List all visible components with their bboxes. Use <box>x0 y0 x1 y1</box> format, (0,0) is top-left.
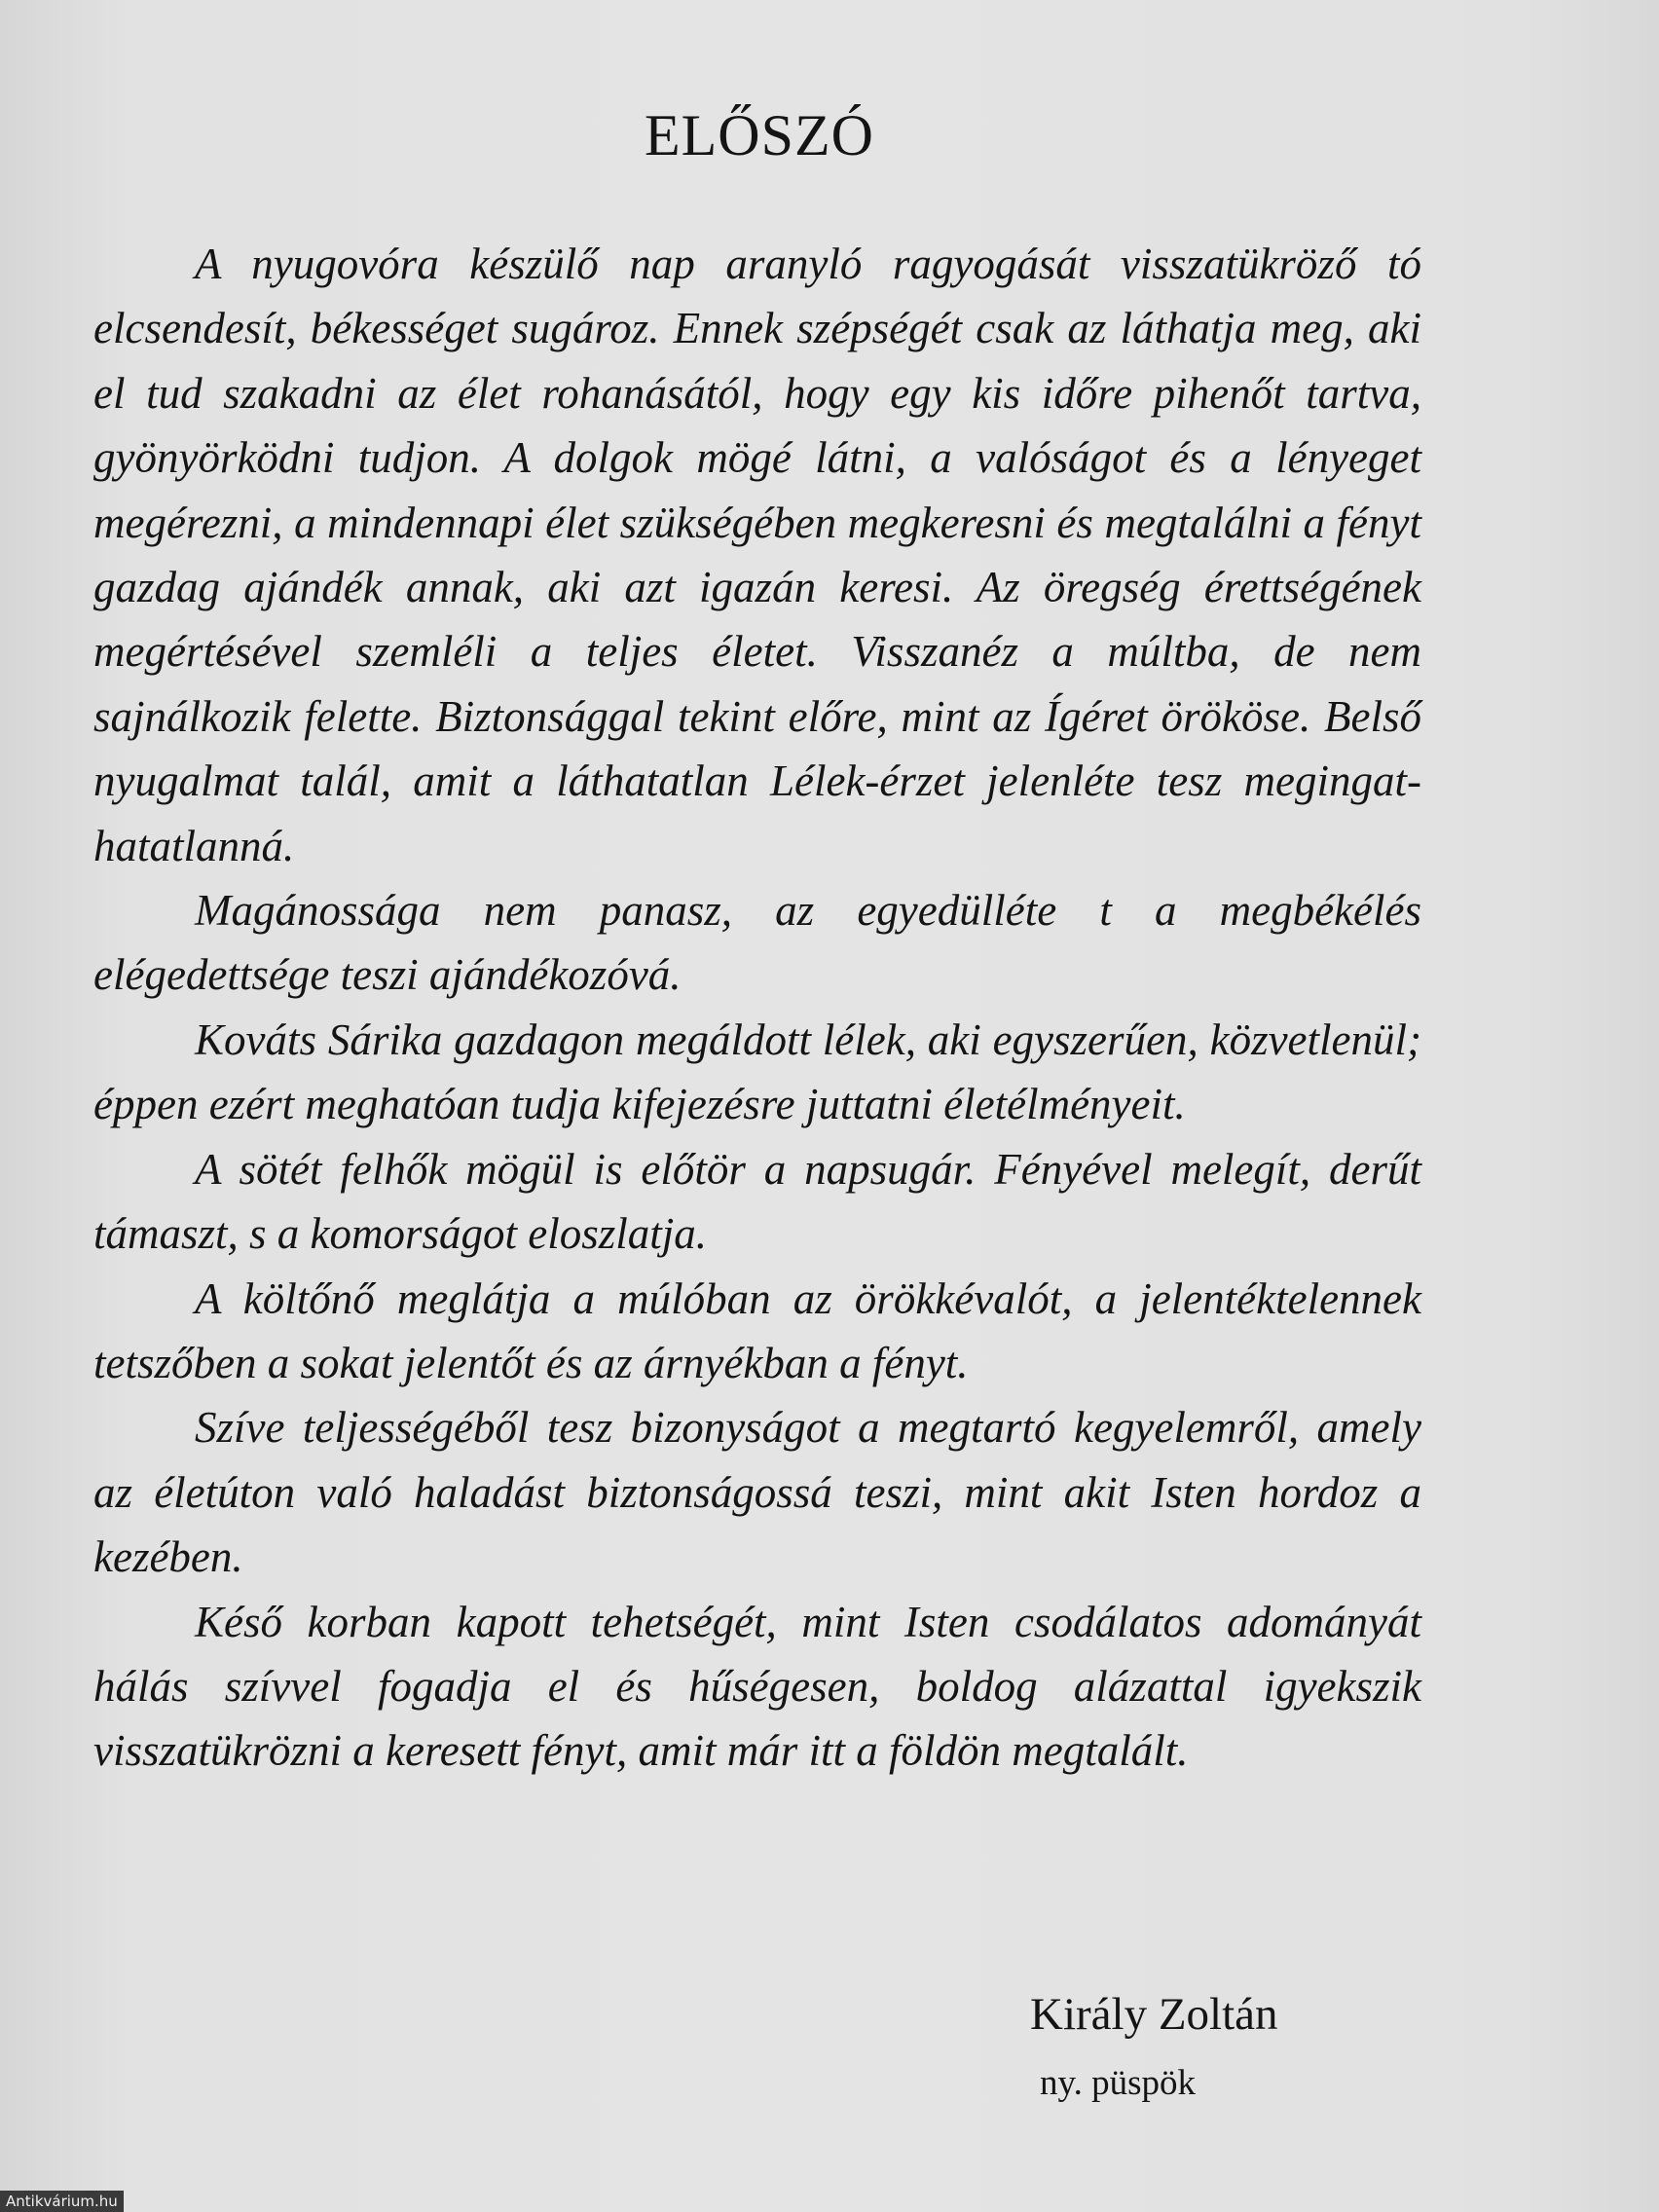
paragraph-4: A sötét felhők mögül is előtör a napsugár. Fényével melegít, derűt támaszt, s a komorságot eloszlatja. <box>93 1144 1421 1259</box>
signature-role: ny. püspök <box>1040 2063 1196 2103</box>
signature-name: Király Zoltán <box>1030 1989 1278 2040</box>
paragraph-1: A nyugovóra készülő nap aranyló ragyogását visszatükröző tó elcsendesít, békességet sugároz. Ennek szépségét csak az láthatja meg, aki el tud szakadni az élet rohanásától, hogy egy kis időre pihenőt tartva, gyönyörködni tudjon. A dolgok mögé látni, a valóságot és a lényeget megérezni, a mindennapi élet szükségében megkeresni és megtalálni a fényt gazdag ajándék annak, aki azt igazán keresi. Az öregség érettségének megértésével szemléli a teljes életet. Visszanéz a múltba, de nem sajnálkozik felette. Biztonsággal tekint előre, mint az Ígéret örököse. Belső nyugalmat talál, amit a láthatatlan Lélek-érzet jelenléte tesz megingathatatlanná. <box>93 240 1421 870</box>
watermark: Antikvárium.hu <box>0 2191 124 2212</box>
paragraph-7: Késő korban kapott tehetségét, mint Isten csodálatos adományát hálás szívvel fogadja el és hűségesen, boldog alázattal igyekszik visszatükrözni a keresett fényt, amit már itt a földön megtalált. <box>93 1597 1421 1776</box>
paragraph-6: Szíve teljességéből tesz bizonyságot a megtartó kegyelemről, amely az életúton való haladást biztonságossá teszi, mint akit Isten hordoz a kezében. <box>93 1403 1421 1582</box>
paragraph-2: Magánossága nem panasz, az egyedülléte t a megbékélés elégedettsége teszi ajándékozóvá. <box>93 886 1421 1000</box>
paragraph-5: A költőnő meglátja a múlóban az örökkévalót, a jelentéktelennek tetszőben a sokat jelentőt és az árnyékban a fényt. <box>93 1273 1421 1387</box>
paragraph-3: Kováts Sárika gazdagon megáldott lélek, aki egyszerűen, közvetlenül; éppen ezért meghatóan tudja kifejezésre juttatni életélményeit. <box>93 1014 1421 1129</box>
foreword-body <box>93 232 1421 1784</box>
page-title: ELŐSZÓ <box>645 103 874 167</box>
